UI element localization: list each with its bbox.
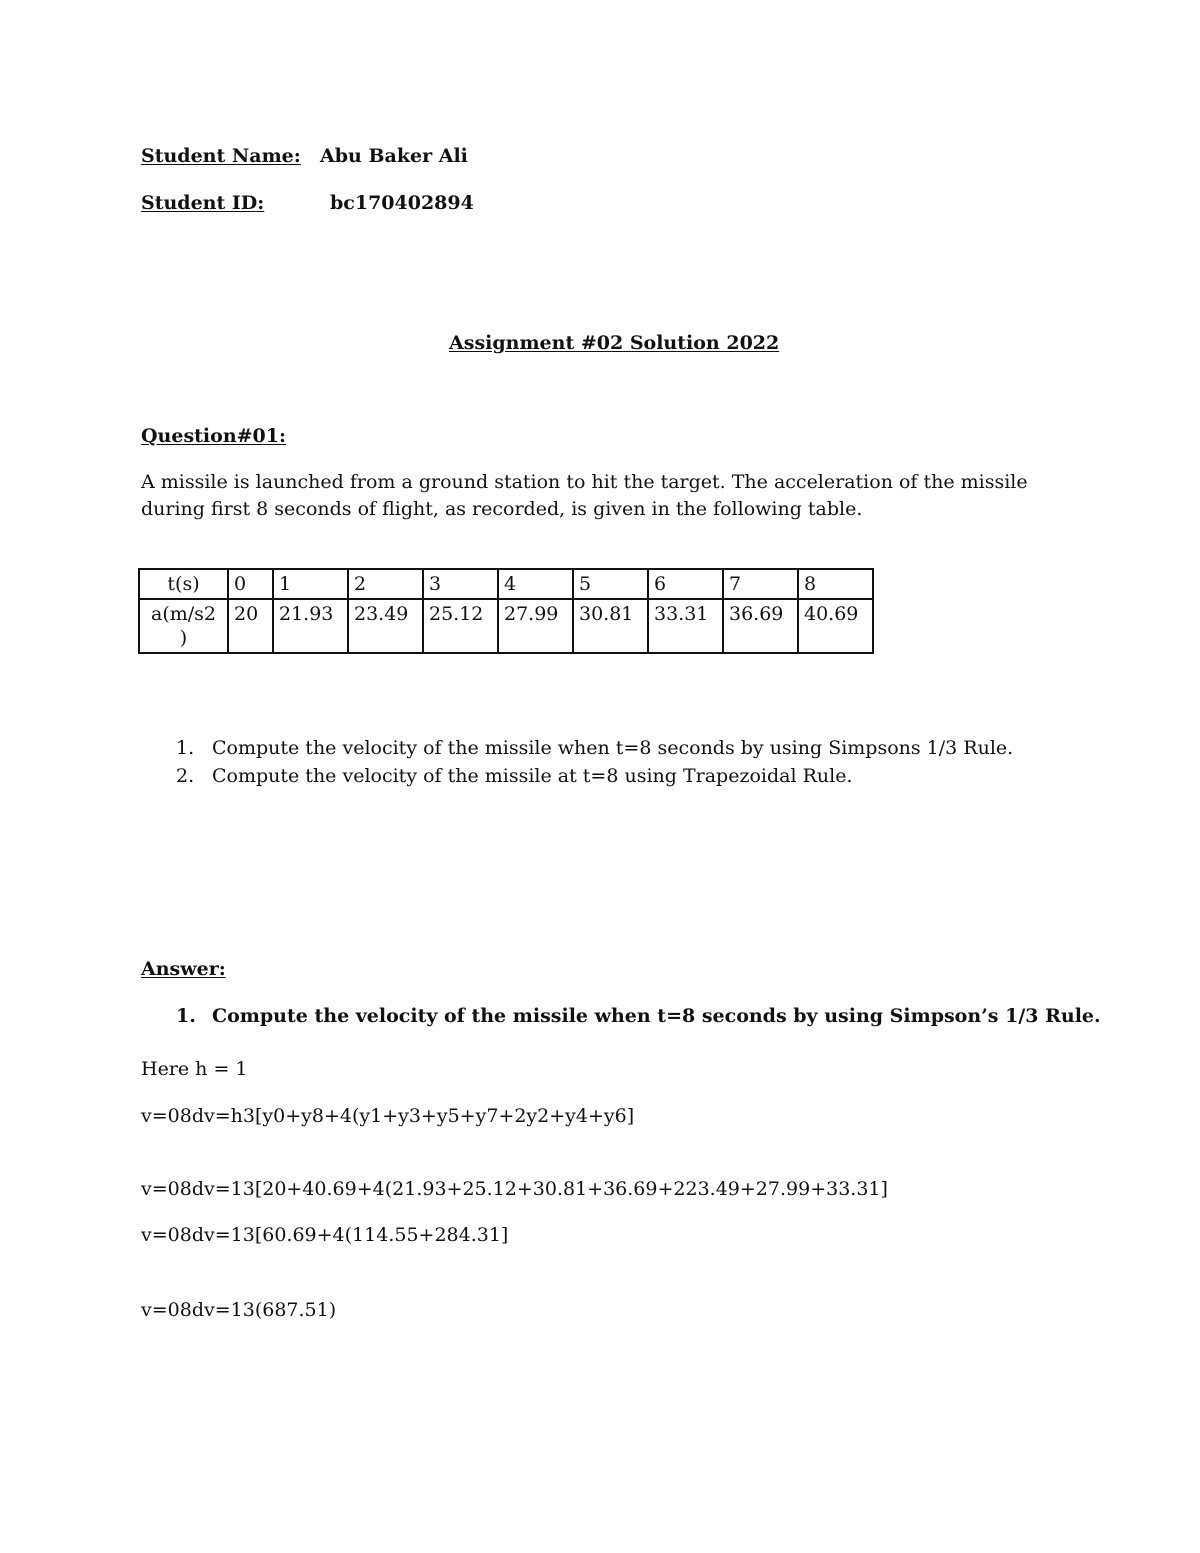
student-id-value: bc170402894 (330, 192, 474, 214)
student-id-label: Student ID: (141, 192, 265, 214)
table-cell: 8 (798, 569, 873, 599)
student-name-value: Abu Baker Ali (320, 145, 468, 167)
student-name-label: Student Name: (141, 145, 301, 167)
list-text: Compute the velocity of the missile when t=8 seconds by using Simpsons 1/3 Rule. (212, 737, 1014, 759)
question-text (141, 469, 1028, 523)
acceleration-table (138, 568, 874, 654)
table-cell (139, 599, 228, 653)
table-cell: 7 (723, 569, 798, 599)
table-cell: 5 (573, 569, 648, 599)
question-line-1: A missile is launched from a ground station to hit the target. The acceleration of the missile (141, 471, 1028, 493)
equation-line: v=08dv=h3[y0+y8+4(y1+y3+y5+y7+2y2+y4+y6] (141, 1105, 635, 1127)
table-cell: 36.69 (723, 599, 798, 653)
question-line-2: during first 8 seconds of flight, as recorded, is given in the following table. (141, 498, 863, 520)
accel-label-line-2: ) (179, 627, 188, 649)
table-cell: 0 (228, 569, 273, 599)
table-cell: 2 (348, 569, 423, 599)
table-cell: 1 (273, 569, 348, 599)
list-text: Compute the velocity of the missile at t=8 using Trapezoidal Rule. (212, 765, 853, 787)
table-cell: 20 (228, 599, 273, 653)
document-title: Assignment #02 Solution 2022 (449, 332, 780, 354)
answer-item-number: 1. (176, 1005, 196, 1027)
question-heading: Question#01: (141, 425, 287, 447)
list-number: 2. (176, 765, 195, 787)
table-cell: 3 (423, 569, 498, 599)
table-cell: 6 (648, 569, 723, 599)
table-cell: t(s) (139, 569, 228, 599)
list-item (176, 762, 1013, 790)
table-cell: 40.69 (798, 599, 873, 653)
table-cell: 27.99 (498, 599, 573, 653)
table-row-time (139, 569, 873, 599)
table-cell: 23.49 (348, 599, 423, 653)
equation-line: v=08dv=13[60.69+4(114.55+284.31] (141, 1224, 509, 1246)
table-row-acceleration (139, 599, 873, 653)
list-number: 1. (176, 737, 195, 759)
answer-heading: Answer: (141, 958, 226, 980)
task-list (176, 734, 1013, 790)
equation-line: v=08dv=13(687.51) (141, 1299, 337, 1321)
equation-line: v=08dv=13[20+40.69+4(21.93+25.12+30.81+36.69+223.49+27.99+33.31] (141, 1178, 888, 1200)
step-size-line: Here h = 1 (141, 1058, 248, 1080)
answer-item-text: Compute the velocity of the missile when t=8 seconds by using Simpson’s 1/3 Rule. (212, 1005, 1101, 1027)
accel-label-line-1: a(m/s2 (151, 603, 216, 625)
table-cell: 4 (498, 569, 573, 599)
table-cell: 30.81 (573, 599, 648, 653)
list-item (176, 734, 1013, 762)
table-cell: 25.12 (423, 599, 498, 653)
table-cell: 33.31 (648, 599, 723, 653)
table-cell: 21.93 (273, 599, 348, 653)
